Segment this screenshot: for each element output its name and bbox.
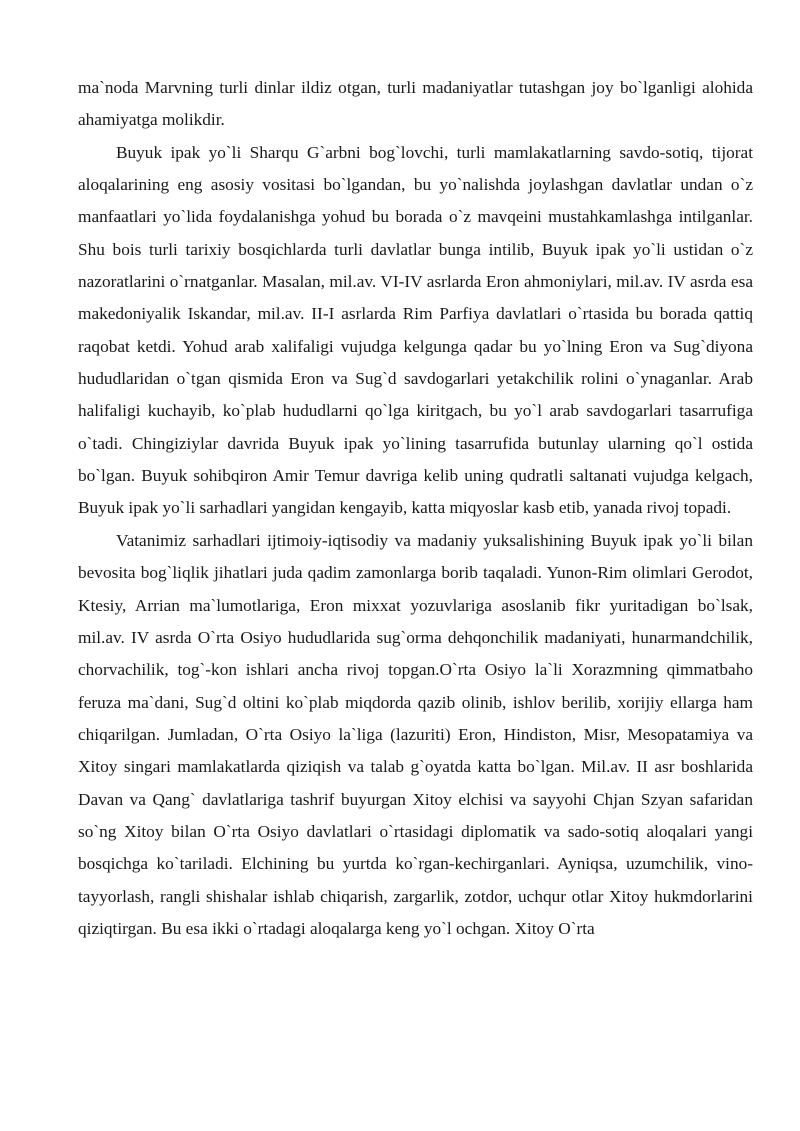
paragraph-homeland-development: Vatanimiz sarhadlari ijtimoiy-iqtisodiy va madaniy yuksalishining Buyuk ipak yo`li bilan bevosita bog`liqlik jihatlari juda qadim zamonlarga borib taqaladi. Yunon-Rim olimlari Gerodot, Ktesiy, Arrian ma`lumotlariga, Eron mixxat yozuvlariga asoslanib fikr yuritadigan bo`lsak, mil.av. IV asrda O`rta Osiyo hududlarida sug`orma dehqonchilik madaniyati, hunarmandchilik, chorvachilik, tog`-kon ishlari ancha rivoj topgan.O`rta Osiyo la`li Xorazmning qimmatbaho feruza ma`dani, Sug`d oltini ko`plab miqdorda qazib olinib, ishlov berilib, xorijiy ellarga ham chiqarilgan. Jumladan, O`rta Osiyo la`liga (lazuriti) Eron, Hindiston, Misr, Mesopatamiya va Xitoy singari mamlakatlarda qiziqish va talab g`oyatda katta bo`lgan. Mil.av. II asr boshlarida Davan va Qang` davlatlariga tashrif buyurgan Xitoy elchisi va sayyohi Chjan Szyan safaridan so`ng Xitoy bilan O`rta Osiyo davlatlari o`rtasidagi diplomatik va sado-sotiq aloqalari yangi bosqichga ko`tariladi. Elchining bu yurtda ko`rgan-kechirganlari. Ayniqsa, uzumchilik, vino-tayyorlash, rangli shishalar ishlab chiqarish, zargarlik, zotdor, uchqur otlar Xitoy hukmdorlarini qiziqtirgan. Bu esa ikki o`rtadagi aloqalarga keng yo`l ochgan. Xitoy O`rta <box>78 530 753 938</box>
paragraph-silk-road-control: Buyuk ipak yo`li Sharqu G`arbni bog`lovchi, turli mamlakatlarning savdo-sotiq, tijorat aloqalarining eng asosiy vositasi bo`lgandan, bu yo`nalishda joylashgan davlatlar undan o`z manfaatlari yo`lida foydalanishga yohud bu borada o`z mavqeini mustahkamlashga intilganlar. Shu bois turli tarixiy bosqichlarda turli davlatlar bunga intilib, Buyuk ipak yo`li ustidan o`z nazoratlarini o`rnatganlar. Masalan, mil.av. VI-IV asrlarda Eron ahmoniylari, mil.av. IV asrda esa makedoniyalik Iskandar, mil.av. II-I asrlarda Rim Parfiya davlatlari o`rtasida bu borada qattiq raqobat ketdi. Yohud arab xalifaligi vujudga kelgunga qadar bu yo`lning Eron va Sug`diyona hududlaridan o`tgan qismida Eron va Sug`d savdogarlari yetakchilik rolini o`ynaganlar. Arab halifaligi kuchayib, ko`plab hududlarni qo`lga kiritgach, bu yo`l arab savdogarlari tasarrufiga o`tadi. Chingiziylar davrida Buyuk ipak yo`lining tasarrufida butunlay ularning qo`l ostida bo`lgan. Buyuk sohibqiron Amir Temur davriga kelib uning qudratli saltanati vujudga kelgach, Buyuk ipak yo`li sarhadlari yangidan kengayib, katta miqyoslar kasb etib, yanada rivoj topadi. <box>78 142 753 518</box>
paragraph-continuation: ma`noda Marvning turli dinlar ildiz otgan, turli madaniyatlar tutashgan joy bo`lganligi alohida ahamiyatga molikdir. <box>78 78 753 130</box>
document-page <box>78 72 753 945</box>
